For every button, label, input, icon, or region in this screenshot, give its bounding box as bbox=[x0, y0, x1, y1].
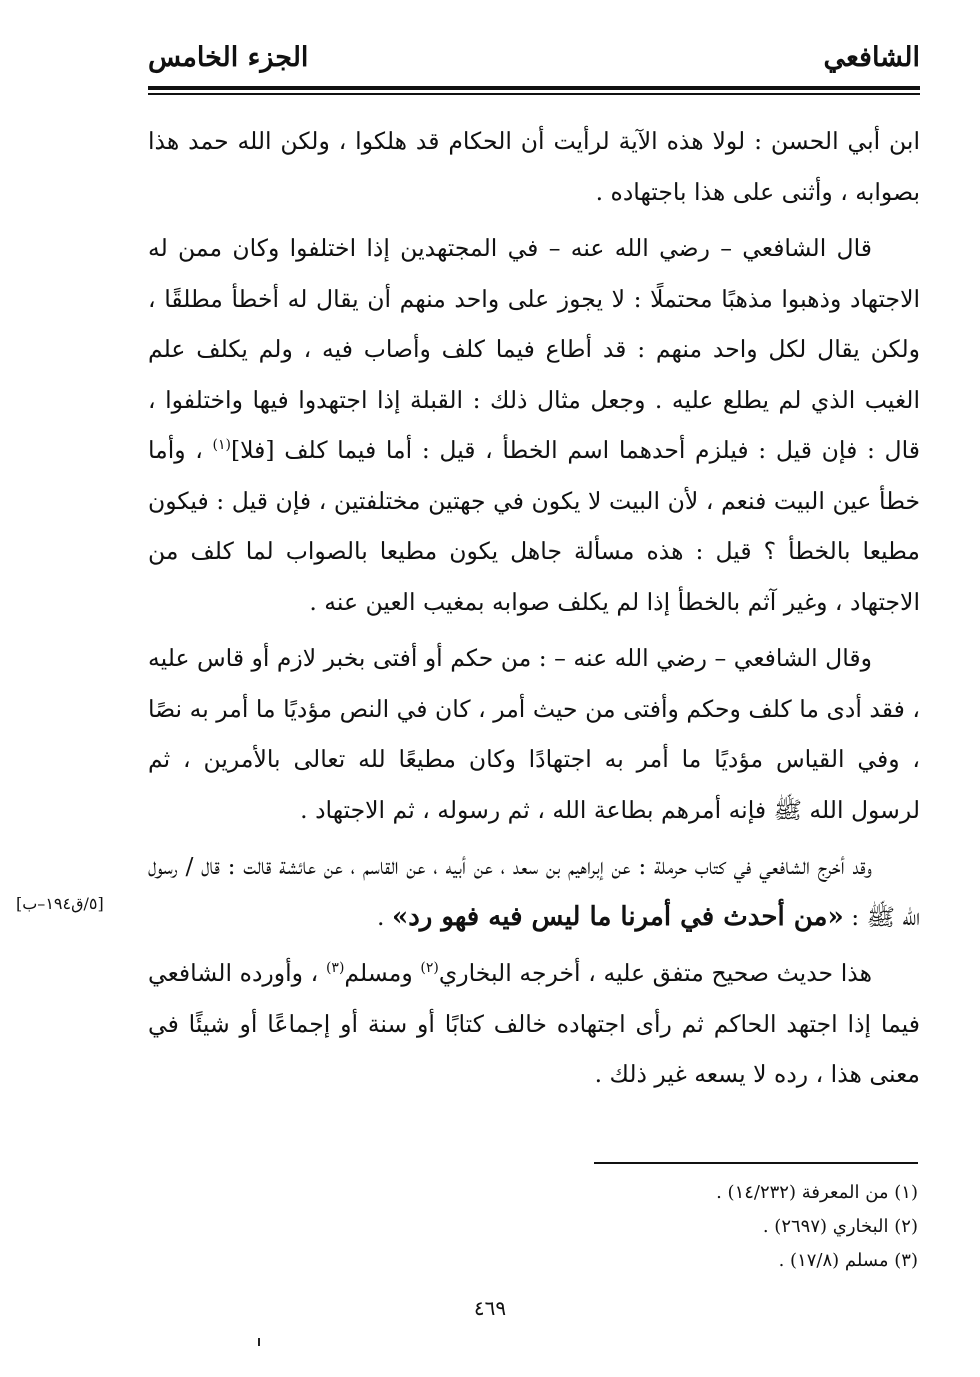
footnote-ref-2[interactable]: (٢) bbox=[420, 960, 439, 977]
footnote-ref-3[interactable]: (٣) bbox=[325, 960, 345, 977]
footnote-3: (٣) مسلم (١٧/٨) . bbox=[778, 1250, 918, 1271]
paragraph-4-text-a: وقد أخرج الشافعي في كتاب حرملة : عن إبراهيم بن سعد ، عن أبيه ، عن القاسم ، عن عائشة قالت : قال / رسول الله ﷺ : bbox=[148, 852, 920, 931]
print-mark bbox=[258, 1338, 260, 1346]
footnote-1: (١) من المعرفة (١٤/٢٣٢) . bbox=[716, 1182, 918, 1203]
manuscript-folio-note: [٥/ق١٩٤–ب] bbox=[16, 894, 104, 913]
paragraph-5 bbox=[148, 948, 920, 1100]
main-text bbox=[148, 116, 920, 1106]
footnotes bbox=[148, 1176, 918, 1278]
header-volume-title: الجزء الخامس bbox=[148, 42, 309, 73]
running-header bbox=[148, 38, 920, 82]
paragraph-2 bbox=[148, 223, 920, 627]
header-rule-thin bbox=[148, 93, 920, 95]
paragraph-2-text-a: قال الشافعي – رضي الله عنه – في المجتهدين إذا اختلفوا وكان ممن له الاجتهاد وذهبوا مذهبًا محتملًا : لا يجوز على واحد منهم أن يقال له أخطأ مطلقًا ، ولكن يقال لكل واحد منهم : قد أطاع فيما كلف وأصاب فيه ، ولم يكلف علم الغيب الذي لم يطلع عليه . وجعل مثال ذلك : القبلة إذا اجتهدوا فيها واختلفوا ، قال : فإن قيل : فيلزم أحدهما اسم الخطأ ، قيل : أما فيما كلف [فلا] bbox=[148, 234, 920, 464]
paragraph-4 bbox=[148, 841, 920, 942]
paragraph-2-text-b: ، وأما خطأ عين البيت فنعم ، لأن البيت لا يكون في جهتين مختلفتين ، فإن قيل : فيكون مطيعا بالخطأ ؟ قيل : هذه مسألة جاهل يكون مطيعا بالصواب لما كلف من الاجتهاد ، وغير آثم بالخطأ إذا لم يكلف صوابه بمغيب العين عنه . bbox=[148, 436, 920, 616]
footnote-2: (٢) البخاري (٢٦٩٧) . bbox=[762, 1216, 918, 1237]
paragraph-5-text-c: ، وأورده الشافعي فيما إذا اجتهد الحاكم ثم رأى اجتهاده خالف كتابًا أو سنة أو إجماعًا أو شيئًا في معنى هذا ، رده لا يسعه غير ذلك . bbox=[148, 959, 920, 1088]
paragraph-5-text-b: ومسلم bbox=[344, 959, 421, 987]
paragraph-1 bbox=[148, 116, 920, 217]
hadith-quote: «من أحدث في أمرنا ما ليس فيه فهو رد» bbox=[391, 901, 844, 932]
footnote-ref-1[interactable]: (١) bbox=[212, 437, 231, 454]
page-number: ٤٦٩ bbox=[473, 1296, 507, 1320]
footnote-separator bbox=[594, 1162, 918, 1164]
paragraph-5-text-a: هذا حديث صحيح متفق عليه ، أخرجه البخاري bbox=[438, 959, 872, 987]
paragraph-3 bbox=[148, 633, 920, 835]
paragraph-1-text: ابن أبي الحسن : لولا هذه الآية لرأيت أن الحكام قد هلكوا ، ولكن الله حمد هذا بصوابه ، وأثنى على هذا باجتهاده . bbox=[148, 127, 920, 206]
paragraph-3-text: وقال الشافعي – رضي الله عنه – : من حكم أو أفتى بخبر لازم أو قاس عليه ، فقد أدى ما كلف وحكم وأفتى من حيث أمر ، كان في النص مؤديًا ما أمر به نصًا ، وفي القياس مؤديًا ما أمر به اجتهادًا وكان مطيعًا لله تعالى بالأمرين ، ثم لرسول الله ﷺ فإنه أمرهم بطاعة الله ، ثم رسوله ، ثم الاجتهاد . bbox=[148, 644, 920, 824]
header-rule-thick bbox=[148, 86, 920, 90]
paragraph-4-text-b: . bbox=[377, 902, 392, 931]
header-book-title: الشافعي bbox=[823, 42, 920, 73]
